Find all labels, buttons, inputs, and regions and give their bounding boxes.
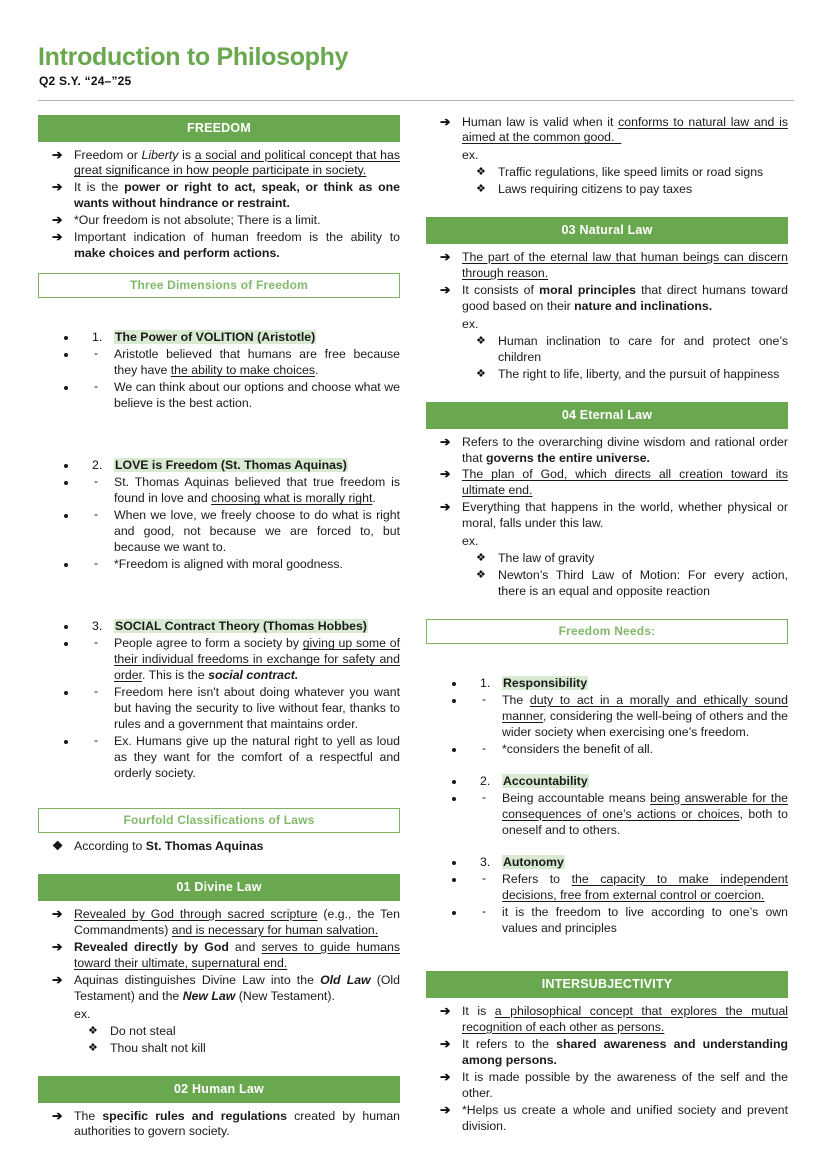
list-item [78, 330, 400, 346]
three-dimensions-entries [38, 330, 400, 782]
numbered-entry [426, 855, 788, 937]
bullet-marker-icon: • - [94, 733, 99, 748]
list-item-text: Accountability [503, 773, 588, 788]
list-item-text: The Power of VOLITION (Aristotle) [115, 330, 316, 345]
list-item [78, 458, 400, 474]
list-item [38, 940, 400, 972]
bullet-marker-icon: ➔ [440, 1036, 451, 1051]
fourfold-attribution-list [38, 839, 400, 855]
diamond-bullet-icon: ❖ [476, 166, 486, 179]
bullet-marker-icon: ➔ [52, 907, 63, 922]
freedom-needs-entries [426, 676, 788, 937]
list-item-text: Revealed by God through sacred scripture (e.g., the Ten Commandments) and is necessary for human salvation. [74, 907, 400, 938]
list-item-text: *Freedom is aligned with moral goodness. [114, 557, 343, 572]
bullet-marker-icon: ➔ [440, 434, 451, 449]
list-item [38, 839, 400, 855]
bullet-marker-icon: ➔ [52, 147, 63, 162]
eternal-law-examples [426, 551, 788, 600]
page-title: Introduction to Philosophy [38, 43, 349, 71]
divine-law-ex-label: ex. [74, 1006, 91, 1021]
list-item-text: The plan of God, which directs all creation toward its ultimate end. [462, 467, 788, 498]
human-law-continued-list [426, 115, 788, 147]
bullet-marker-icon: • - [482, 740, 487, 755]
list-item-text: It refers to the shared awareness and understanding among persons. [462, 1036, 788, 1067]
list-item-text: Refers to the overarching divine wisdom and rational order that governs the entire universe. [462, 434, 788, 465]
freedom-list [38, 148, 400, 263]
bullet-marker-icon: • - [94, 474, 99, 489]
human-law-list [38, 1109, 400, 1141]
list-item-text: Responsibility [503, 675, 588, 690]
bullet-marker-icon: ➔ [52, 230, 63, 245]
bullet-marker-icon: • 1. [92, 330, 103, 345]
list-item [466, 905, 788, 937]
bullet-marker-icon: ➔ [440, 250, 451, 265]
bullet-marker-icon: • - [482, 870, 487, 885]
list-item-text: According to St. Thomas Aquinas [74, 839, 264, 854]
list-item [426, 115, 788, 147]
list-item [426, 435, 788, 467]
list-item-text: People agree to form a society by giving up some of their individual freedoms in exchange for safety and order. This is the social contract. [114, 636, 400, 683]
list-item [78, 734, 400, 782]
sub-list-item-text: Thou shalt not kill [110, 1040, 206, 1055]
bullet-marker-icon: • - [94, 507, 99, 522]
list-item-text: *Our freedom is not absolute; There is a limit. [74, 213, 321, 228]
sub-list-item-text: Do not steal [110, 1023, 176, 1038]
list-item-text: SOCIAL Contract Theory (Thomas Hobbes) [115, 619, 367, 634]
subsection-header-three-dimensions: Three Dimensions of Freedom [38, 273, 400, 298]
entry-spacer [38, 589, 400, 603]
list-item-text: St. Thomas Aquinas believed that true freedom is found in love and choosing what is morally right. [114, 475, 400, 506]
diamond-bullet-icon: ❖ [476, 552, 486, 565]
two-column-layout [38, 115, 794, 1142]
list-item [466, 676, 788, 692]
bullet-marker-icon: • 1. [480, 675, 491, 690]
list-item [78, 380, 400, 412]
list-item-text: Everything that happens in the world, whether physical or moral, falls under this law. [462, 500, 788, 531]
list-item-text: it is the freedom to live according to one’s own values and principles [502, 904, 788, 935]
list-item [78, 475, 400, 507]
diamond-bullet-icon: ❖ [476, 334, 486, 347]
bullet-marker-icon: ➔ [52, 940, 63, 954]
bullet-marker-icon: ➔ [52, 180, 63, 195]
document-header [38, 44, 794, 101]
human-law-ex-label: ex. [462, 148, 479, 163]
list-item-text: We can think about our options and choose what we believe is the best action. [114, 380, 400, 411]
list-item [78, 557, 400, 573]
sub-list-item [426, 568, 788, 600]
bullet-marker-icon: • - [94, 346, 99, 361]
list-item-text: The specific rules and regulations created by human authorities to govern society. [74, 1108, 401, 1139]
bullet-marker-icon: • - [482, 903, 487, 918]
page-subtitle: Q2 S.Y. “24–”25 [39, 73, 132, 88]
sub-list-item-text: Newton’s Third Law of Motion: For every action, there is an equal and opposite reaction [498, 568, 788, 598]
section-header-eternal-law: 04 Eternal Law [426, 402, 788, 429]
list-item [78, 347, 400, 379]
numbered-entry [38, 619, 400, 782]
list-item [78, 636, 400, 684]
numbered-entry [38, 458, 400, 573]
list-item [466, 791, 788, 839]
list-item [78, 685, 400, 733]
list-item-text: The part of the eternal law that human beings can discern through reason. [462, 250, 788, 281]
list-item-text: It is made possible by the awareness of the self and the other. [462, 1069, 788, 1100]
list-item [78, 508, 400, 556]
entry-spacer [38, 428, 400, 442]
sub-list-item [426, 551, 788, 567]
divine-law-examples [38, 1024, 400, 1057]
list-item [426, 250, 788, 282]
list-item [426, 467, 788, 499]
numbered-entry [38, 330, 400, 412]
bullet-marker-icon: • - [94, 379, 99, 394]
list-item [38, 1109, 400, 1141]
list-item-text: It is a philosophical concept that explores the mutual recognition of each other as persons. [462, 1003, 789, 1034]
list-item-text: Ex. Humans give up the natural right to yell as loud as they want for the comfort of a respectful and orderly society. [114, 734, 400, 781]
list-item-text: Autonomy [503, 854, 564, 869]
list-item-text: It consists of moral principles that direct humans toward good based on their nature and inclinations. [462, 283, 788, 313]
list-item-text: Human law is valid when it conforms to natural law and is aimed at the common good. [462, 114, 788, 145]
sub-list-item [426, 334, 788, 366]
list-item-text: *considers the benefit of all. [502, 741, 654, 756]
numbered-entry [426, 774, 788, 839]
natural-law-ex-label: ex. [462, 316, 479, 331]
bullet-marker-icon: ❖ [52, 839, 64, 854]
sub-list-item [426, 165, 788, 181]
list-item [426, 500, 788, 532]
numbered-entry [426, 676, 788, 758]
list-item-text: Being accountable means being answerable for the consequences of one’s actions or choices, both to oneself and to others. [502, 790, 788, 837]
list-item-text: LOVE is Freedom (St. Thomas Aquinas) [115, 458, 347, 473]
bullet-marker-icon: ➔ [440, 1003, 451, 1018]
list-item [78, 619, 400, 635]
eternal-law-list [426, 435, 788, 533]
section-header-freedom: FREEDOM [38, 115, 400, 142]
divine-law-list [38, 907, 400, 1005]
bullet-marker-icon: • - [94, 556, 99, 571]
list-item-text: Revealed directly by God and serves to guide humans toward their ultimate, supernatural end. [74, 940, 401, 970]
intersubjectivity-list [426, 1004, 788, 1135]
right-column [426, 115, 788, 1136]
bullet-marker-icon: ➔ [52, 972, 63, 987]
list-item [466, 855, 788, 871]
diamond-bullet-icon: ❖ [476, 367, 486, 380]
list-item-text: Aristotle believed that humans are free because they have the ability to make choices. [114, 347, 400, 378]
list-item [426, 1070, 788, 1102]
sub-list-item-text: The law of gravity [498, 551, 595, 566]
list-item [426, 1004, 788, 1036]
bullet-marker-icon: • - [94, 635, 99, 650]
list-item [426, 1103, 788, 1135]
bullet-marker-icon: • - [94, 684, 99, 699]
list-item [38, 180, 400, 212]
list-item [38, 973, 400, 1005]
bullet-marker-icon: • 2. [92, 458, 103, 473]
bullet-marker-icon: • 3. [480, 854, 491, 869]
list-item [38, 230, 400, 262]
header-divider [38, 100, 794, 101]
sub-list-item [38, 1041, 400, 1057]
list-item [466, 693, 788, 741]
sub-list-item-text: The right to life, liberty, and the pursuit of happiness [498, 366, 780, 381]
human-law-examples [426, 165, 788, 198]
subsection-header-freedom-needs: Freedom Needs: [426, 619, 788, 644]
list-item-text: When we love, we freely choose to do what is right and good, not because we are forced to, but because we want to. [114, 508, 400, 555]
diamond-bullet-icon: ❖ [476, 183, 486, 196]
bullet-marker-icon: ➔ [440, 114, 451, 129]
section-header-natural-law: 03 Natural Law [426, 217, 788, 244]
bullet-marker-icon: ➔ [52, 1108, 63, 1123]
bullet-marker-icon: ➔ [440, 467, 451, 482]
bullet-marker-icon: ➔ [440, 1069, 451, 1084]
list-item-text: Freedom or Liberty is a social and political concept that has great significance in how people participate in society. [74, 147, 400, 178]
sub-list-item [426, 182, 788, 198]
section-header-divine-law: 01 Divine Law [38, 874, 400, 901]
list-item [38, 148, 400, 180]
section-header-human-law: 02 Human Law [38, 1076, 400, 1103]
bullet-marker-icon: ➔ [440, 283, 451, 297]
list-item-text: Important indication of human freedom is the ability to make choices and perform actions. [74, 230, 400, 261]
list-item [426, 283, 788, 315]
natural-law-list [426, 250, 788, 315]
diamond-bullet-icon: ❖ [88, 1024, 98, 1037]
list-item [426, 1037, 788, 1069]
list-item-text: Refers to the capacity to make independent decisions, free from external control or coercion. [502, 871, 788, 902]
list-item [466, 742, 788, 758]
bullet-marker-icon: ➔ [440, 500, 451, 515]
bullet-marker-icon: ➔ [440, 1102, 451, 1117]
list-item-text: The duty to act in a morally and ethically sound manner, considering the well-being of others and the wider society when exercising one’s freedom. [502, 692, 788, 739]
sub-list-item-text: Traffic regulations, like speed limits or road signs [498, 165, 764, 180]
bullet-marker-icon: ➔ [52, 213, 63, 228]
sub-list-item [38, 1024, 400, 1040]
bullet-marker-icon: • - [482, 691, 487, 706]
list-item [466, 872, 788, 904]
bullet-marker-icon: • 2. [480, 773, 491, 788]
diamond-bullet-icon: ❖ [88, 1041, 98, 1054]
sub-list-item-text: Laws requiring citizens to pay taxes [498, 182, 693, 197]
list-item [466, 774, 788, 790]
eternal-law-ex-label: ex. [462, 534, 479, 549]
list-item-text: Aquinas distinguishes Divine Law into the Old Law (Old Testament) and the New Law (New Testament). [74, 972, 401, 1003]
list-item [38, 907, 400, 939]
bullet-marker-icon: • 3. [92, 619, 103, 634]
subsection-header-fourfold: Fourfold Classifications of Laws [38, 808, 400, 833]
bullet-marker-icon: • - [482, 789, 487, 804]
list-item-text: It is the power or right to act, speak, or think as one wants without hindrance or restraint. [74, 180, 400, 211]
sub-list-item [426, 367, 788, 383]
sub-list-item-text: Human inclination to care for and protect one’s children [498, 333, 788, 364]
left-column [38, 115, 400, 1142]
natural-law-examples [426, 334, 788, 383]
section-header-intersubjectivity: INTERSUBJECTIVITY [426, 971, 788, 998]
list-item-text: *Helps us create a whole and unified society and prevent division. [462, 1102, 788, 1133]
diamond-bullet-icon: ❖ [476, 569, 486, 581]
list-item [38, 213, 400, 229]
list-item-text: Freedom here isn't about doing whatever you want but having the security to live without fear, thanks to rules and a government that maintains order. [114, 685, 400, 732]
